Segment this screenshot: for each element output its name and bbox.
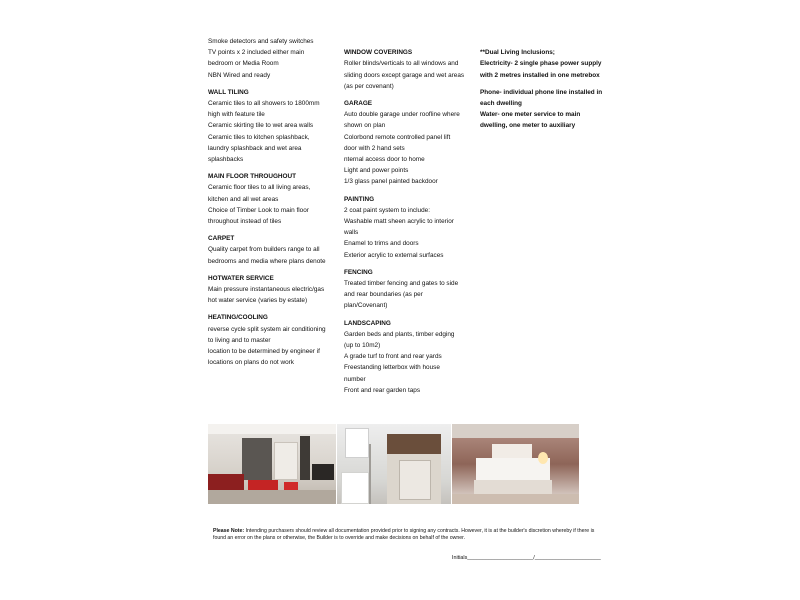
section-line: Roller blinds/verticals to all windows and bbox=[344, 60, 459, 68]
section-line: A grade turf to front and rear yards bbox=[344, 353, 442, 361]
section-landscaping bbox=[344, 318, 462, 396]
section-line: bedrooms and media where plans denote bbox=[208, 257, 326, 265]
section-garage bbox=[344, 98, 462, 188]
section-heading: GARAGE bbox=[344, 100, 373, 107]
section-heating-cooling bbox=[208, 312, 330, 368]
section-heading: WINDOW COVERINGS bbox=[344, 49, 413, 57]
intro-line: bedroom or Media Room bbox=[208, 60, 279, 68]
column-right bbox=[480, 36, 603, 132]
section-heading: HEATING/COOLING bbox=[208, 314, 268, 322]
section-line: Garden beds and plants, timber edging bbox=[344, 330, 455, 338]
section-line: Ceramic tiles to all showers to 1800mm bbox=[208, 100, 320, 108]
section-line: Phone- individual phone line installed in bbox=[480, 88, 603, 96]
section-line: reverse cycle split system air conditioning bbox=[208, 325, 326, 333]
section-line: Front and rear garden taps bbox=[344, 386, 421, 394]
section-carpet bbox=[208, 233, 330, 267]
section-line: Freestanding letterbox with house bbox=[344, 364, 440, 372]
section-line: kitchen and all wet areas bbox=[208, 195, 279, 203]
section-fencing bbox=[344, 267, 462, 312]
section-line: (up to 10m2) bbox=[344, 342, 381, 350]
section-line: locations on plans do not work bbox=[208, 359, 294, 367]
section-line: number bbox=[344, 375, 366, 383]
section-heading: WALL TILING bbox=[208, 88, 249, 96]
section-line: with 2 metres installed in one metrebox bbox=[480, 71, 600, 79]
section-main-floor bbox=[208, 171, 330, 227]
section-window-coverings bbox=[344, 47, 465, 92]
section-hotwater bbox=[208, 273, 330, 307]
section-heading: CARPET bbox=[208, 235, 235, 243]
section-line: (as per covenant) bbox=[344, 82, 394, 90]
section-line: Main pressure instantaneous electric/gas bbox=[208, 286, 325, 294]
section-line: plan/Covenant) bbox=[344, 302, 388, 310]
section-line: nternal access door to home bbox=[344, 156, 425, 164]
section-line: Ceramic tiles to kitchen splashback, bbox=[208, 133, 310, 141]
section-painting bbox=[344, 194, 462, 261]
bedroom-photo bbox=[452, 424, 579, 504]
section-line: Enamel to trims and doors bbox=[344, 240, 419, 248]
section-line: hot water service (varies by estate) bbox=[208, 297, 308, 305]
column-left bbox=[208, 36, 330, 368]
initials-line: Initials______________________/______________________ bbox=[452, 555, 601, 561]
section-dual-living bbox=[480, 47, 602, 81]
section-line: 1/3 glass panel painted backdoor bbox=[344, 178, 438, 186]
intro-line: NBN Wired and ready bbox=[208, 71, 271, 79]
note-text: Intending purchasers should review all documentation provided prior to signing any contracts. However, it is at the builder's discretion whereby if there is found an error on the plans or otherwise, the Builder is to override and make decisions on behalf of the owner. bbox=[213, 528, 595, 541]
section-line: to living and to master bbox=[208, 336, 271, 344]
section-line: 2 coat paint system to include: bbox=[344, 206, 430, 214]
section-line: Washable matt sheen acrylic to interior bbox=[344, 218, 454, 226]
section-line: each dwelling bbox=[480, 100, 522, 107]
living-room-photo bbox=[208, 424, 336, 504]
section-line: dwelling, one meter to auxiliary bbox=[480, 122, 576, 130]
intro-list bbox=[208, 36, 330, 81]
section-line: Treated timber fencing and gates to side bbox=[344, 280, 459, 288]
section-heading: MAIN FLOOR THROUGHOUT bbox=[208, 173, 297, 181]
section-line: high with feature tile bbox=[208, 111, 265, 119]
section-line: throughout instead of tiles bbox=[208, 218, 282, 226]
section-line: Choice of Timber Look to main floor bbox=[208, 206, 309, 214]
intro-line: Smoke detectors and safety switches bbox=[208, 38, 314, 45]
intro-line: TV points x 2 included either main bbox=[208, 49, 305, 57]
section-line: walls bbox=[344, 229, 359, 237]
disclaimer-note bbox=[213, 528, 598, 542]
section-line: Exterior acrylic to external surfaces bbox=[344, 251, 444, 259]
section-utilities bbox=[480, 87, 603, 132]
bathroom-photo bbox=[337, 424, 451, 504]
section-heading: FENCING bbox=[344, 268, 373, 276]
section-line: door with 2 hand sets bbox=[344, 144, 405, 152]
section-line: Quality carpet from builders range to all bbox=[208, 246, 320, 254]
column-middle bbox=[344, 36, 465, 396]
section-line: sliding doors except garage and wet areas bbox=[344, 71, 465, 79]
photo-strip bbox=[208, 424, 579, 504]
section-line: Auto double garage under roofline where bbox=[344, 111, 460, 119]
section-line: splashbacks bbox=[208, 156, 244, 164]
section-line: Ceramic floor tiles to all living areas, bbox=[208, 184, 311, 192]
section-line: Electricity- 2 single phase power supply bbox=[480, 60, 602, 68]
dual-living-heading: **Dual Living Inclusions; bbox=[480, 49, 555, 57]
section-line: and rear boundaries (as per bbox=[344, 291, 423, 299]
note-label: Please Note: bbox=[213, 528, 245, 534]
section-line: Ceramic skirting tile to wet area walls bbox=[208, 122, 314, 130]
section-heading: LANDSCAPING bbox=[344, 319, 391, 327]
section-heading: PAINTING bbox=[344, 195, 375, 203]
section-line: Water- one meter service to main bbox=[480, 111, 581, 119]
section-line: laundry splashback and wet area bbox=[208, 144, 302, 152]
section-line: location to be determined by engineer if bbox=[208, 348, 320, 356]
section-line: Light and power points bbox=[344, 167, 409, 175]
section-line: shown on plan bbox=[344, 122, 386, 130]
section-heading: HOTWATER SERVICE bbox=[208, 274, 274, 282]
section-line: Colorbond remote controlled panel lift bbox=[344, 133, 451, 141]
section-wall-tiling bbox=[208, 87, 330, 165]
